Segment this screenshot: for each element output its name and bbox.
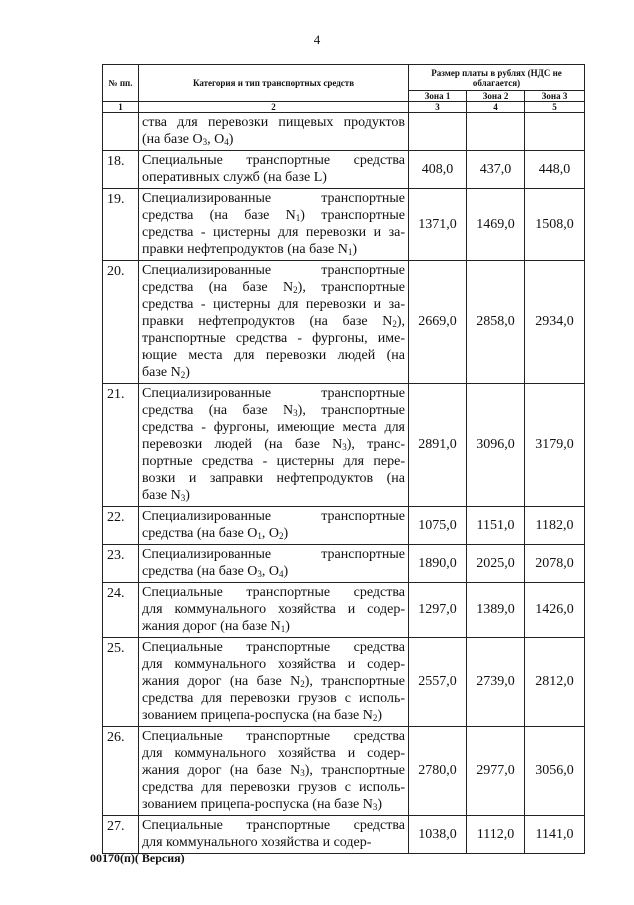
header-fee-title: Размер платы в рублях (НДС не облагается) [409,65,585,91]
row-number: 23. [103,545,139,583]
fee-zone-2 [467,113,525,151]
fee-zone-1: 2891,0 [409,384,467,507]
category-line: для коммунального хозяйства и содер- [142,657,405,672]
fee-zone-3: 1508,0 [525,189,585,261]
row-number: 22. [103,507,139,545]
row-category [139,816,409,854]
fee-zone-3: 1426,0 [525,583,585,638]
fee-zone-3: 1182,0 [525,507,585,545]
fee-zone-2: 437,0 [467,151,525,189]
table-row [103,638,585,727]
fees-table-body [103,113,585,854]
fee-zone-2: 2977,0 [467,727,525,816]
category-line: портные средства - цистерны для пере- [142,454,405,469]
category-line: Специальные транспортные средства [142,818,405,833]
table-row [103,727,585,816]
fee-zone-1: 2557,0 [409,638,467,727]
category-line: жания дорог (на базе $N_1$) [142,619,290,634]
fee-zone-3: 448,0 [525,151,585,189]
page-number: 4 [313,32,321,47]
colnum-2: 2 [139,102,409,113]
fee-zone-3 [525,113,585,151]
row-number: 19. [103,189,139,261]
category-line: средства (на базе $N_1$) транспортные [142,208,405,223]
header-num: № пп. [103,65,139,102]
category-line: Специальные транспортные средства [142,640,405,655]
fee-zone-1: 1075,0 [409,507,467,545]
category-line: средства (на базе $N_2$), транспортные [142,280,405,295]
category-line: Специальные транспортные средства [142,729,405,744]
category-line: зованием прицепа-роспуска (на базе $N_2$) [142,708,383,723]
fee-zone-1: 408,0 [409,151,467,189]
row-number: 18. [103,151,139,189]
fee-zone-3: 2078,0 [525,545,585,583]
row-number: 24. [103,583,139,638]
document-footer: 00170(п)( Версия) [90,851,185,865]
table-row [103,113,585,151]
category-line: оперативных служб (на базе L) [142,170,327,185]
category-line: транспортные средства - фургоны, име- [142,331,405,346]
category-line: средства для перевозки грузов с исполь- [142,780,405,795]
category-line: зованием прицепа-роспуска (на базе $N_3$) [142,797,383,812]
fee-zone-3: 1141,0 [525,816,585,854]
category-line: средства - цистерны для перевозки и за- [142,225,405,240]
category-line: Специальные транспортные средства [142,153,405,168]
row-number [103,113,139,151]
row-category [139,151,409,189]
header-zone-3: Зона 3 [525,91,585,102]
fee-zone-1: 1890,0 [409,545,467,583]
fee-zone-3: 2934,0 [525,261,585,384]
fees-table [102,64,585,854]
category-line: средства - фургоны, имеющие места для [142,420,405,435]
row-category [139,545,409,583]
table-row [103,545,585,583]
fee-zone-3: 3056,0 [525,727,585,816]
category-line: базе $N_3$) [142,488,190,503]
colnum-5: 5 [525,102,585,113]
table-row [103,583,585,638]
category-line: средства для перевозки грузов с исполь- [142,691,405,706]
category-line: для коммунального хозяйства и содер- [142,746,405,761]
category-line: средства (на базе $O_1$, $O_2$) [142,526,289,541]
fee-zone-2: 1112,0 [467,816,525,854]
table-row [103,151,585,189]
category-line: правки нефтепродуктов (на базе $N_1$) [142,242,357,257]
colnum-4: 4 [467,102,525,113]
category-line: средства (на базе $O_3$, $O_4$) [142,564,289,579]
fee-zone-2: 1469,0 [467,189,525,261]
colnum-1: 1 [103,102,139,113]
category-line: (на базе $O_3$, $O_4$) [142,132,234,147]
row-number: 21. [103,384,139,507]
fee-zone-2: 2025,0 [467,545,525,583]
row-number: 25. [103,638,139,727]
row-category [139,638,409,727]
fee-zone-1: 1297,0 [409,583,467,638]
category-line: средства - цистерны для перевозки и за- [142,297,405,312]
table-row [103,261,585,384]
fee-zone-1: 2669,0 [409,261,467,384]
category-line: ства для перевозки пищевых продуктов [142,115,405,130]
row-number: 27. [103,816,139,854]
fee-zone-3: 3179,0 [525,384,585,507]
table-row [103,507,585,545]
table-row [103,384,585,507]
row-category [139,189,409,261]
category-line: Специализированные транспортные [142,386,405,401]
fee-zone-1: 2780,0 [409,727,467,816]
header-category: Категория и тип транспортных средств [139,65,409,102]
row-category [139,507,409,545]
category-line: жания дорог (на базе $N_3$), транспортные [142,763,405,778]
header-zone-2: Зона 2 [467,91,525,102]
fee-zone-2: 1389,0 [467,583,525,638]
category-line: для коммунального хозяйства и содер- [142,602,405,617]
fee-zone-1 [409,113,467,151]
category-line: средства (на базе $N_3$), транспортные [142,403,405,418]
row-number: 20. [103,261,139,384]
category-line: жания дорог (на базе $N_2$), транспортные [142,674,405,689]
row-category [139,113,409,151]
category-line: Специализированные транспортные [142,509,405,524]
category-line: правки нефтепродуктов (на базе $N_2$), [142,314,405,329]
row-number: 26. [103,727,139,816]
fee-zone-1: 1371,0 [409,189,467,261]
category-line: возки и заправки нефтепродуктов (на [142,471,405,486]
category-line: для коммунального хозяйства и содер- [142,835,372,850]
category-line: перевозки людей (на базе $N_3$), транс- [142,437,405,452]
table-row [103,189,585,261]
table-row [103,816,585,854]
fee-zone-2: 2739,0 [467,638,525,727]
fee-zone-1: 1038,0 [409,816,467,854]
row-category [139,583,409,638]
category-line: ющие места для перевозки людей (на [142,348,405,363]
category-line: Специальные транспортные средства [142,585,405,600]
category-line: базе $N_2$) [142,365,190,380]
fee-zone-2: 2858,0 [467,261,525,384]
fee-zone-3: 2812,0 [525,638,585,727]
category-line: Специализированные транспортные [142,263,405,278]
category-line: Специализированные транспортные [142,191,405,206]
fee-zone-2: 3096,0 [467,384,525,507]
row-category [139,727,409,816]
colnum-3: 3 [409,102,467,113]
row-category [139,384,409,507]
header-zone-1: Зона 1 [409,91,467,102]
category-line: Специализированные транспортные [142,547,405,562]
row-category [139,261,409,384]
fee-zone-2: 1151,0 [467,507,525,545]
